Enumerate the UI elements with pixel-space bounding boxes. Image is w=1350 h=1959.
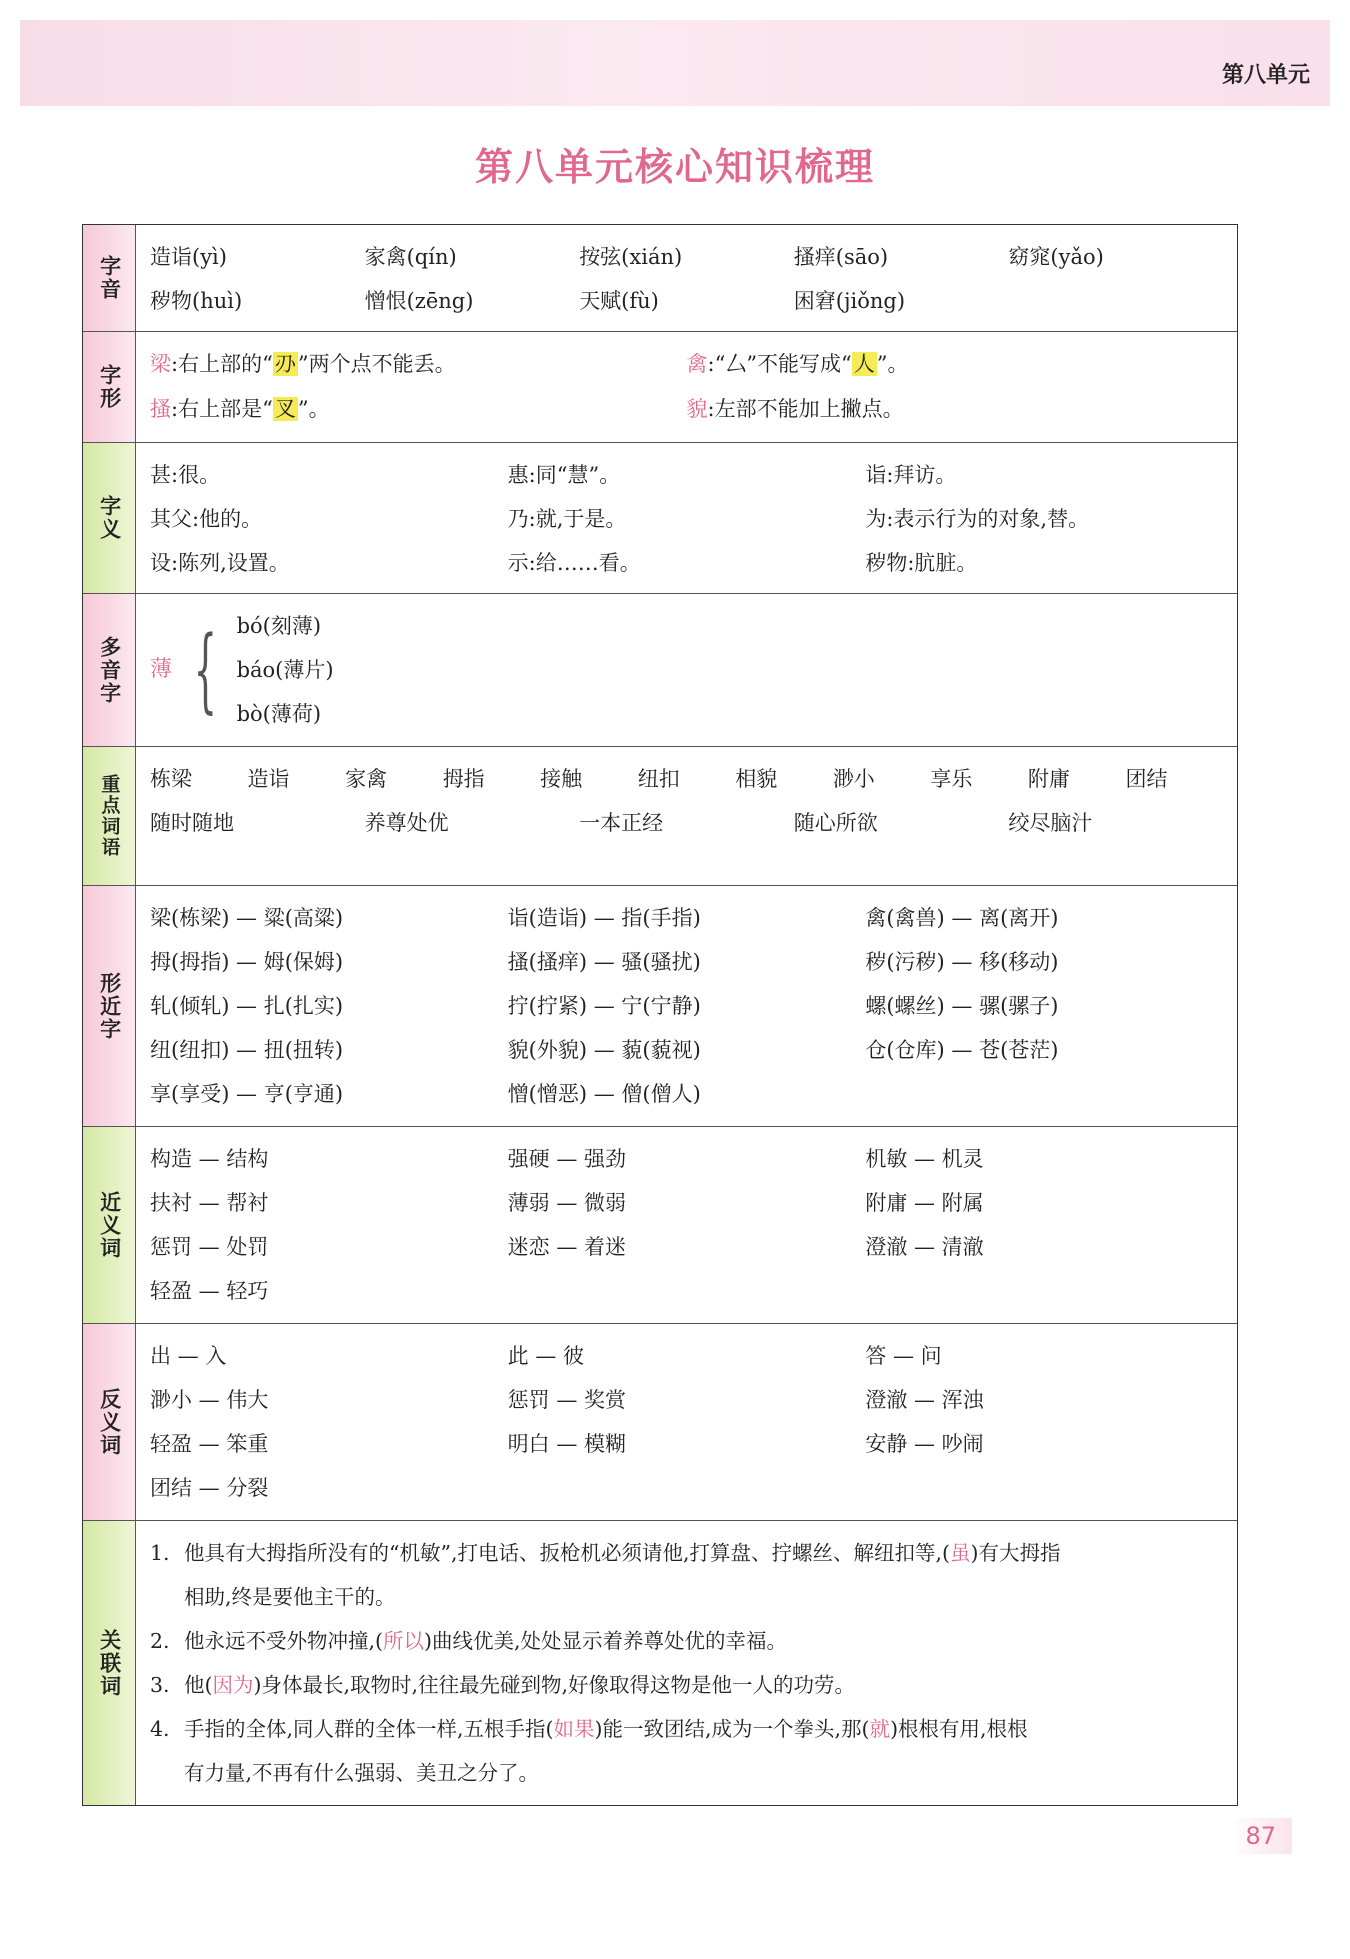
- category-connectives: 关联词: [83, 1521, 136, 1805]
- row-pronunciation: [83, 225, 1237, 332]
- unit-label: 第八单元: [1221, 63, 1310, 88]
- synonym-item: 强硬 — 强劲: [507, 1147, 627, 1171]
- page-number: 87: [1229, 1818, 1292, 1854]
- pron-item: 天赋(fù): [579, 289, 659, 313]
- keyword: 相貌: [735, 767, 778, 791]
- idiom: 养尊处优: [364, 811, 449, 835]
- category-meaning: 字义: [83, 443, 136, 593]
- row-similar-chars: [83, 886, 1237, 1127]
- row-synonyms: [83, 1127, 1237, 1324]
- category-keywords: 重点词语: [83, 747, 136, 885]
- pron-item: 憎恨(zēng): [364, 289, 474, 313]
- category-synonyms: 近义词: [83, 1127, 136, 1323]
- row-keywords: [83, 747, 1237, 886]
- pron-item: 窈窕(yǎo): [1008, 245, 1104, 269]
- similar-item: 搔(搔痒) — 骚(骚扰): [507, 950, 701, 974]
- similar-item: 秽(污秽) — 移(移动): [865, 950, 1059, 974]
- antonym-item: 安静 — 吵闹: [865, 1432, 984, 1456]
- pron-item: 造诣(yì): [150, 245, 227, 269]
- similar-item: 貌(外貌) — 藐(藐视): [507, 1038, 701, 1062]
- similar-item: 梁(栋梁) — 粱(高粱): [150, 906, 344, 930]
- idiom: 随心所欲: [793, 811, 878, 835]
- polyphone-char: 薄: [150, 657, 173, 682]
- connective-sentence: 3. 他(因为)身体最长,取物时,往往最先碰到物,好像取得这物是他一人的功劳。: [150, 1673, 856, 1697]
- category-pronunciation: 字音: [83, 225, 136, 331]
- knowledge-table: [82, 224, 1238, 1806]
- category-similar-chars: 形近字: [83, 886, 136, 1126]
- antonym-item: 答 — 问: [865, 1344, 942, 1368]
- keyword: 附庸: [1027, 767, 1070, 791]
- idiom: 一本正经: [579, 811, 664, 835]
- form-item: 貌:左部不能加上撇点。: [686, 397, 904, 421]
- category-form: 字形: [83, 332, 136, 442]
- meaning-item: 惠:同“慧”。: [507, 463, 621, 487]
- keyword: 纽扣: [637, 767, 680, 791]
- similar-item: 憎(憎恶) — 僧(僧人): [507, 1082, 701, 1106]
- synonym-item: 迷恋 — 着迷: [507, 1235, 627, 1259]
- category-polyphone: 多音字: [83, 594, 136, 746]
- keyword: 家禽: [345, 767, 388, 791]
- synonym-item: 扶衬 — 帮衬: [150, 1191, 269, 1215]
- connective-sentence: 1. 他具有大拇指所没有的“机敏”,打电话、扳枪机必须请他,打算盘、拧螺丝、解纽扣等,(虽)有大拇指 相助,终是要他主干的。: [150, 1541, 1061, 1609]
- antonym-item: 渺小 — 伟大: [150, 1388, 269, 1412]
- pronunciation-row-2: [150, 279, 1223, 323]
- synonym-item: 薄弱 — 微弱: [507, 1191, 627, 1215]
- antonym-item: 明白 — 模糊: [507, 1432, 627, 1456]
- header-band: [20, 20, 1330, 106]
- similar-item: 拇(拇指) — 姆(保姆): [150, 950, 344, 974]
- form-item: 搔:右上部是“叉”。: [150, 397, 330, 421]
- meaning-item: 秽物:肮脏。: [865, 551, 978, 575]
- pron-item: 家禽(qín): [364, 245, 457, 269]
- similar-item: 享(享受) — 亨(亨通): [150, 1082, 344, 1106]
- pron-item: 按弦(xián): [579, 245, 683, 269]
- connective-sentence: 4. 手指的全体,同人群的全体一样,五根手指(如果)能一致团结,成为一个拳头,那(就)根根有用,根根 有力量,不再有什么强弱、美丑之分了。: [150, 1717, 1028, 1785]
- similar-item: 拧(拧紧) — 宁(宁静): [507, 994, 701, 1018]
- meaning-item: 示:给……看。: [507, 551, 641, 575]
- antonym-item: 澄澈 — 浑浊: [865, 1388, 984, 1412]
- synonym-item: 轻盈 — 轻巧: [150, 1279, 269, 1303]
- synonym-item: 惩罚 — 处罚: [150, 1235, 269, 1259]
- polyphone-reading: báo(薄片): [236, 658, 334, 682]
- polyphone-reading: bò(薄荷): [236, 702, 322, 726]
- similar-item: 仓(仓库) — 苍(苍茫): [865, 1038, 1059, 1062]
- row-meaning: [83, 443, 1237, 594]
- row-antonyms: [83, 1324, 1237, 1521]
- pronunciation-row-1: [150, 235, 1223, 279]
- keyword: 渺小: [832, 767, 875, 791]
- form-item: 禽:“厶”不能写成“人”。: [686, 352, 909, 376]
- antonym-item: 出 — 入: [150, 1344, 227, 1368]
- similar-item: 禽(禽兽) — 离(离开): [865, 906, 1059, 930]
- keyword: 接触: [540, 767, 583, 791]
- keyword: 拇指: [442, 767, 485, 791]
- row-polyphone: [83, 594, 1237, 747]
- pron-item: 困窘(jiǒng): [793, 289, 906, 313]
- similar-item: 螺(螺丝) — 骡(骡子): [865, 994, 1059, 1018]
- pron-item: 搔痒(sāo): [793, 245, 889, 269]
- antonym-item: 惩罚 — 奖赏: [507, 1388, 627, 1412]
- keyword: 造诣: [247, 767, 290, 791]
- pron-item: 秽物(huì): [150, 289, 243, 313]
- meaning-item: 诣:拜访。: [865, 463, 957, 487]
- antonym-item: 轻盈 — 笨重: [150, 1432, 269, 1456]
- form-item: 梁:右上部的“刅”两个点不能丢。: [150, 352, 456, 376]
- idiom: 绞尽脑汁: [1008, 811, 1093, 835]
- row-connectives: [83, 1521, 1237, 1805]
- connective-sentence: 2. 他永远不受外物冲撞,(所以)曲线优美,处处显示着养尊处优的幸福。: [150, 1629, 788, 1653]
- synonym-item: 构造 — 结构: [150, 1147, 269, 1171]
- keyword: 栋梁: [150, 767, 192, 791]
- antonym-item: 此 — 彼: [507, 1344, 585, 1368]
- similar-item: 轧(倾轧) — 扎(扎实): [150, 994, 344, 1018]
- keyword: 团结: [1125, 767, 1168, 791]
- keyword: 享乐: [930, 767, 973, 791]
- idiom: 随时随地: [150, 811, 234, 835]
- meaning-item: 设:陈列,设置。: [150, 551, 290, 575]
- antonym-item: 团结 — 分裂: [150, 1476, 269, 1500]
- page-title: 第八单元核心知识梳理: [474, 145, 875, 189]
- similar-item: 纽(纽扣) — 扭(扭转): [150, 1038, 344, 1062]
- meaning-item: 甚:很。: [150, 463, 221, 487]
- synonym-item: 澄澈 — 清澈: [865, 1235, 984, 1259]
- meaning-item: 其父:他的。: [150, 507, 263, 531]
- brace-icon: {: [193, 616, 217, 723]
- row-form: [83, 332, 1237, 443]
- polyphone-reading: bó(刻薄): [236, 614, 322, 638]
- similar-item: 诣(造诣) — 指(手指): [507, 906, 701, 930]
- category-antonyms: 反义词: [83, 1324, 136, 1520]
- meaning-item: 乃:就,于是。: [507, 507, 627, 531]
- synonym-item: 附庸 — 附属: [865, 1191, 984, 1215]
- synonym-item: 机敏 — 机灵: [865, 1147, 984, 1171]
- meaning-item: 为:表示行为的对象,替。: [865, 507, 1090, 531]
